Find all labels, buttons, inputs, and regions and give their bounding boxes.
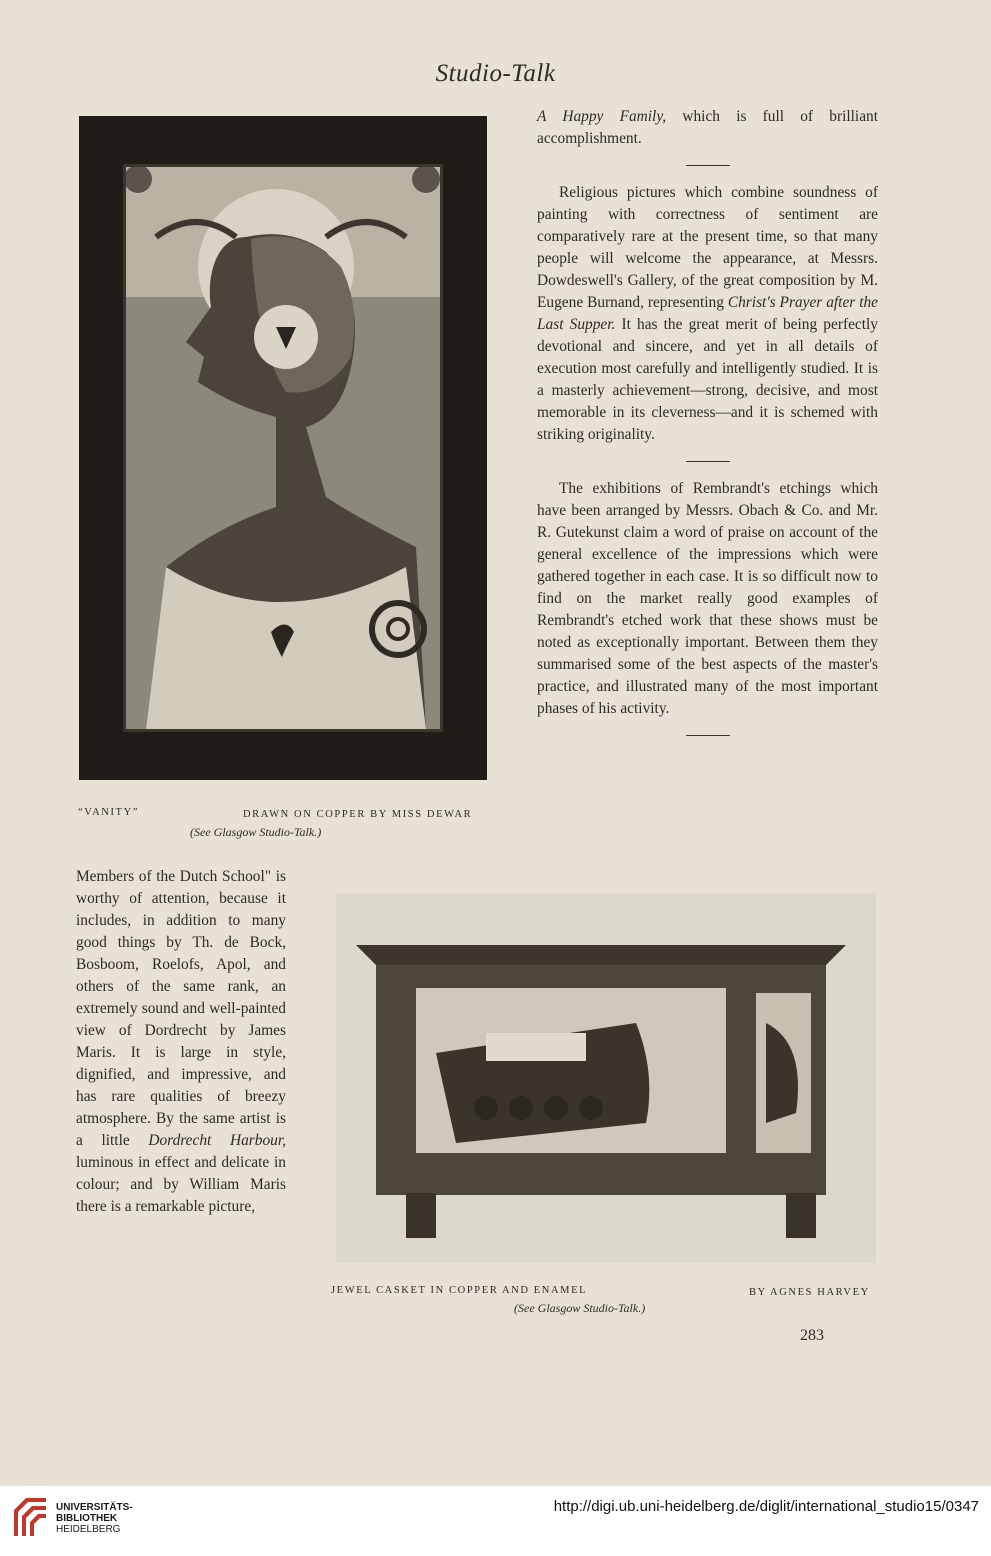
jewel-casket-illustration [336,893,876,1263]
page-number: 283 [800,1327,824,1344]
vanity-illustration [126,167,440,729]
paragraph-dutch-school [76,866,286,1218]
jewel-casket-image [336,893,876,1263]
left-text-column [76,866,286,1218]
vanity-caption-title: “VANITY” [78,807,140,818]
library-name-line1: UNIVERSITÄTS- [56,1502,133,1513]
library-name [56,1502,133,1535]
paragraph-rembrandt: The exhibitions of Rembrandt's etchings which have been arranged by Messrs. Obach & Co. and Mr. R. Gutekunst claim a word of praise on account of the general excellence of the impressions which were gathered together in each case. It is so difficult now to find on the market really good examples of Rembrandt's etched work that these shows must be noted as exceptionally important. Between them they summarised some of the best aspects of the master's practice, and illustrated many of the most important phases of his activity. [537,480,878,717]
title-happy-family: A Happy Family, [537,108,667,125]
paragraph-religious-pictures-text-a: Religious pictures which combine soundness of painting with correctness of sentiment are comparatively rare at the present time, so that many people will welcome the appearance, at Messrs. Dowdeswell's Gallery, of the great composition by M. Eugene Burnand, representing [537,184,878,311]
paragraph-happy-family-rest: which is full of brilliant accomplishment. [537,108,878,147]
vanity-caption-note: (See Glasgow Studio-Talk.) [190,825,322,839]
vanity-panel-image [79,116,487,780]
paragraph-happy-family [537,106,878,150]
library-logo-icon [10,1496,50,1538]
paragraph-dutch-school-text-a: Members of the Dutch School" is worthy of attention, because it includes, in addition to many good things by Th. de Bock, Bosboom, Roelofs, Apol, and others of the same rank, an extremely sound and well-painted view of Dordrecht by James Maris. It is large in style, dignified, and impressive, and has rare qualities of breezy atmosphere. By the same artist is a little [76,868,286,1149]
paragraph-religious-pictures-text-b: It has the great merit of being perfectly devotional and sincere, and yet in all details of execution most carefully and intelligently studied. It is a masterly achievement—strong, decisive, and most memorable in its cleverness—and it is schemed with striking originality. [537,316,878,443]
section-divider [686,735,730,736]
library-name-line3: HEIDELBERG [56,1524,121,1535]
paragraph-religious-pictures [537,182,878,446]
title-dordrecht-harbour: Dordrecht Harbour, [148,1132,286,1149]
casket-caption-title: JEWEL CASKET IN COPPER AND ENAMEL [331,1285,588,1296]
source-url-link[interactable]: http://digi.ub.uni-heidelberg.de/diglit/international_studio15/0347 [553,1498,979,1515]
right-text-column [537,106,878,752]
casket-caption-note: (See Glasgow Studio-Talk.) [514,1301,646,1315]
vanity-caption-credit: DRAWN ON COPPER BY MISS DEWAR [243,809,473,820]
footer-bar [0,1486,991,1556]
title-christs-prayer: Christ's Prayer after the Last Supper. [537,294,878,333]
casket-caption-credit: BY AGNES HARVEY [749,1287,870,1298]
section-divider [686,165,730,166]
paragraph-dutch-school-text-b: luminous in effect and delicate in colour; and by William Maris there is a remarkable picture, [76,1154,286,1215]
running-title: Studio-Talk [435,60,556,87]
library-name-line2: BIBLIOTHEK [56,1513,118,1524]
section-divider [686,461,730,462]
